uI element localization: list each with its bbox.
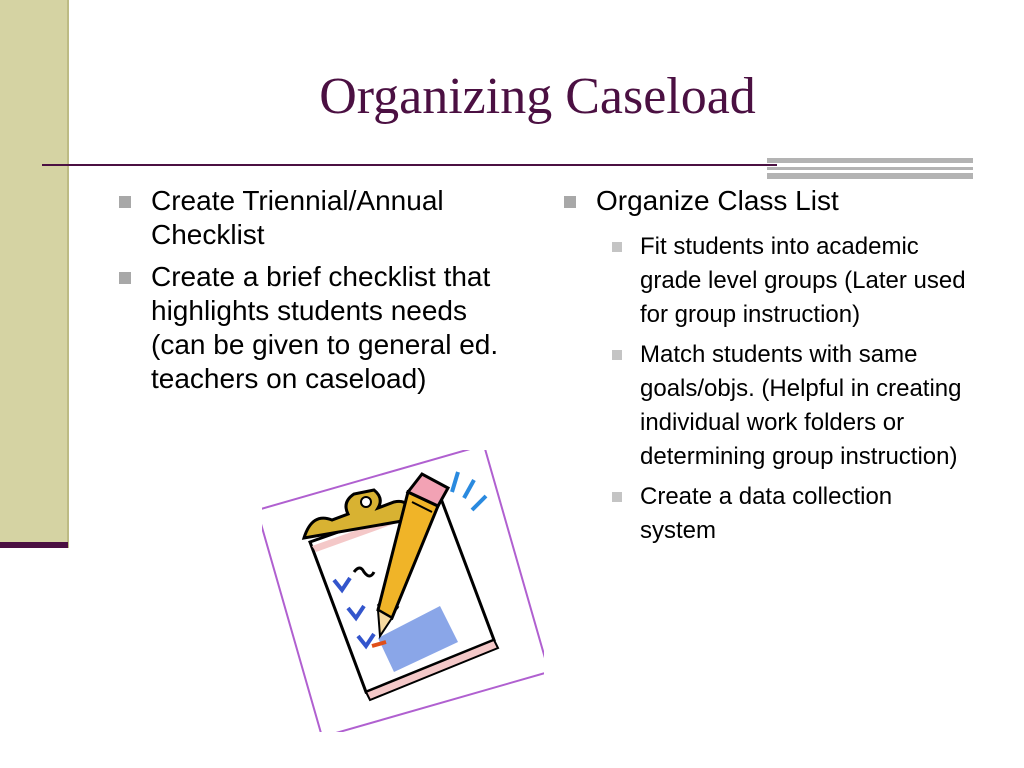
sub-bullet-text: Create a data collection system	[640, 483, 893, 544]
square-bullet-icon	[612, 242, 622, 252]
sub-bullet-text: Match students with same goals/objs. (Helpful in creating individual work folders or determining group instruction)	[640, 341, 962, 470]
title-rule-gray-3	[767, 173, 973, 179]
right-bullet-list	[558, 184, 968, 226]
square-bullet-icon	[564, 196, 576, 208]
bullet-text: Create a brief checklist that highlights students needs (can be given to general ed. teachers on caseload)	[151, 261, 499, 394]
title-underline	[42, 164, 777, 166]
title-rule-gray-1	[767, 158, 973, 163]
left-accent-band	[0, 0, 69, 548]
sub-bullet-item	[558, 230, 968, 332]
title-rule-gray-2	[767, 167, 973, 170]
sub-bullet-item	[558, 480, 968, 548]
sub-bullet-item	[558, 338, 968, 474]
bullet-text: Organize Class List	[596, 185, 839, 216]
bullet-item	[558, 184, 968, 218]
bullet-text: Create Triennial/Annual Checklist	[151, 185, 444, 250]
sub-bullet-text: Fit students into academic grade level groups (Later used for group instruction)	[640, 233, 966, 328]
right-sub-bullet-list	[558, 230, 968, 554]
left-bullet-list	[113, 184, 523, 404]
slide-title: Organizing Caseload	[319, 68, 756, 125]
square-bullet-icon	[612, 350, 622, 360]
square-bullet-icon	[612, 492, 622, 502]
left-accent-rule	[0, 542, 68, 548]
bullet-item	[113, 184, 523, 252]
bullet-item	[113, 260, 523, 396]
clipboard-pencil-icon	[262, 450, 544, 732]
square-bullet-icon	[119, 196, 131, 208]
square-bullet-icon	[119, 272, 131, 284]
